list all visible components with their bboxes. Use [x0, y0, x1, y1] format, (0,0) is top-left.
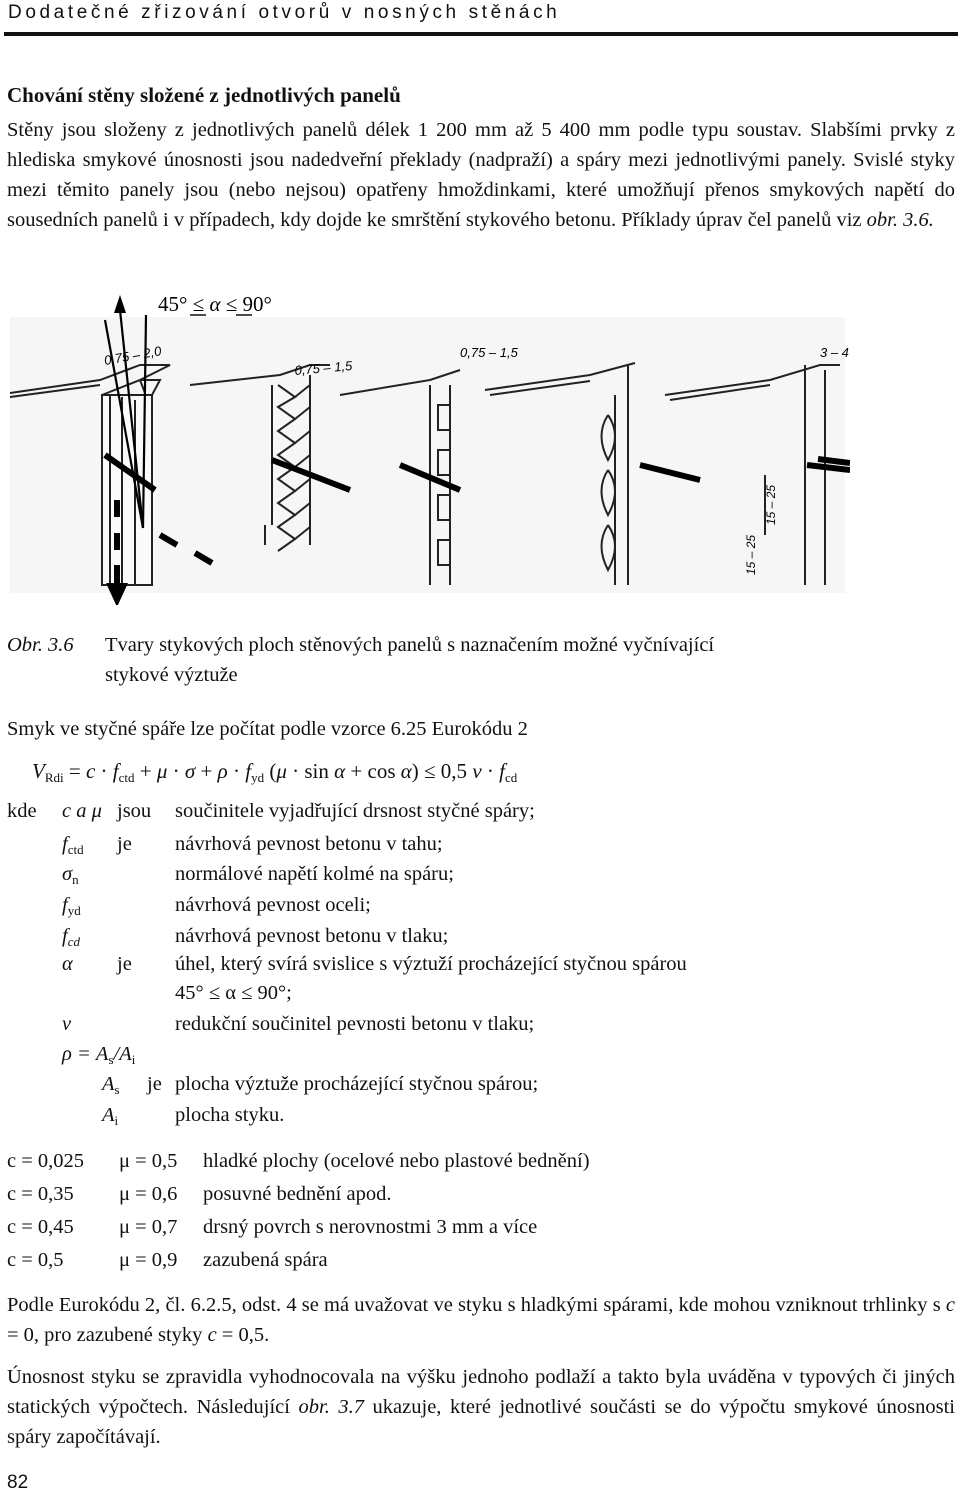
figure-reference: obr. 3.6.	[866, 209, 934, 231]
caption-line-1: Tvary stykových ploch stěnových panelů s naznačením možné vyčnívající	[105, 634, 715, 656]
shear-formula: $V_{Rdi} = c \cdot f_{ctd} + \mu \cdot \sigma + \rho \cdot f_{yd}$ (μ · sin α + cos α) ≤ 0,5 $\nu \cdot f_{cd}$	[32, 759, 518, 785]
running-header	[0, 0, 960, 38]
dim-label-3: 0,75 – 1,5	[460, 345, 518, 360]
caption-number: Obr. 3.6	[7, 634, 74, 656]
paragraph-intro-text: Stěny jsou složeny z jednotlivých panelů délek 1 200 mm až 5 400 mm podle typu soustav. Slabšími prvky z hlediska smykové únosnosti jsou nadedveřní překlady (nadpraží) a spáry mezi jednotlivými panely. Svislé styky mezi těmito panely jsou (nebo nejsou) opatřeny hmoždinkami, které umožňují přenos smykových napětí do sousedních panelů i v případech, kdy dojde ke smrštění stykového betonu. Příklady úprav čel panelů viz	[7, 119, 955, 231]
dim-label-1: 0,75 – 2,0	[102, 343, 163, 368]
page-number: 82	[7, 1472, 29, 1493]
paragraph-shear: Smyk ve styčné spáře lze počítat podle vzorce 6.25 Eurokódu 2	[7, 718, 528, 740]
dim-label-2: 0,75 – 1,5	[293, 358, 353, 378]
paragraph-intro	[7, 115, 955, 235]
dim-label-4: 3 – 4	[820, 345, 849, 360]
paragraph-capacity: Únosnost styku se zpravidla vyhodnocovala na výšku jednoho podlaží a takto byla uváděna v typových či jiných statických výpočtech. Následující obr. 3.7 ukazuje, které jednotlivé součásti se do výpočtu smykové únosnosti spáry započítávají.	[7, 1366, 956, 1448]
figure-reference: obr. 3.7	[298, 1396, 364, 1418]
dim-label-6: 15 – 25	[744, 534, 758, 575]
figure-panel-joints	[10, 285, 850, 605]
section-heading: Chování stěny složené z jednotlivých panelů	[7, 83, 401, 107]
dim-label-5: 15 – 25	[764, 484, 778, 525]
caption-line-2: stykové výztuže	[105, 664, 238, 686]
rebar-6	[818, 459, 850, 463]
header-rule	[4, 32, 958, 36]
paragraph-eurocode: Podle Eurokódu 2, čl. 6.2.5, odst. 4 se má uvažovat ve styku s hladkými spárami, kde mohou vzniknout trhlinky s c = 0, pro zazubené styky c = 0,5.	[7, 1294, 955, 1346]
angle-range-label: 45° ≤ α ≤ 90°	[158, 292, 272, 316]
panel-joints-drawing	[10, 285, 850, 605]
header-title: Dodatečné zřizování otvorů v nosných stěnách	[8, 2, 561, 23]
figure-caption	[7, 630, 714, 690]
down-arrow-head	[106, 583, 128, 605]
